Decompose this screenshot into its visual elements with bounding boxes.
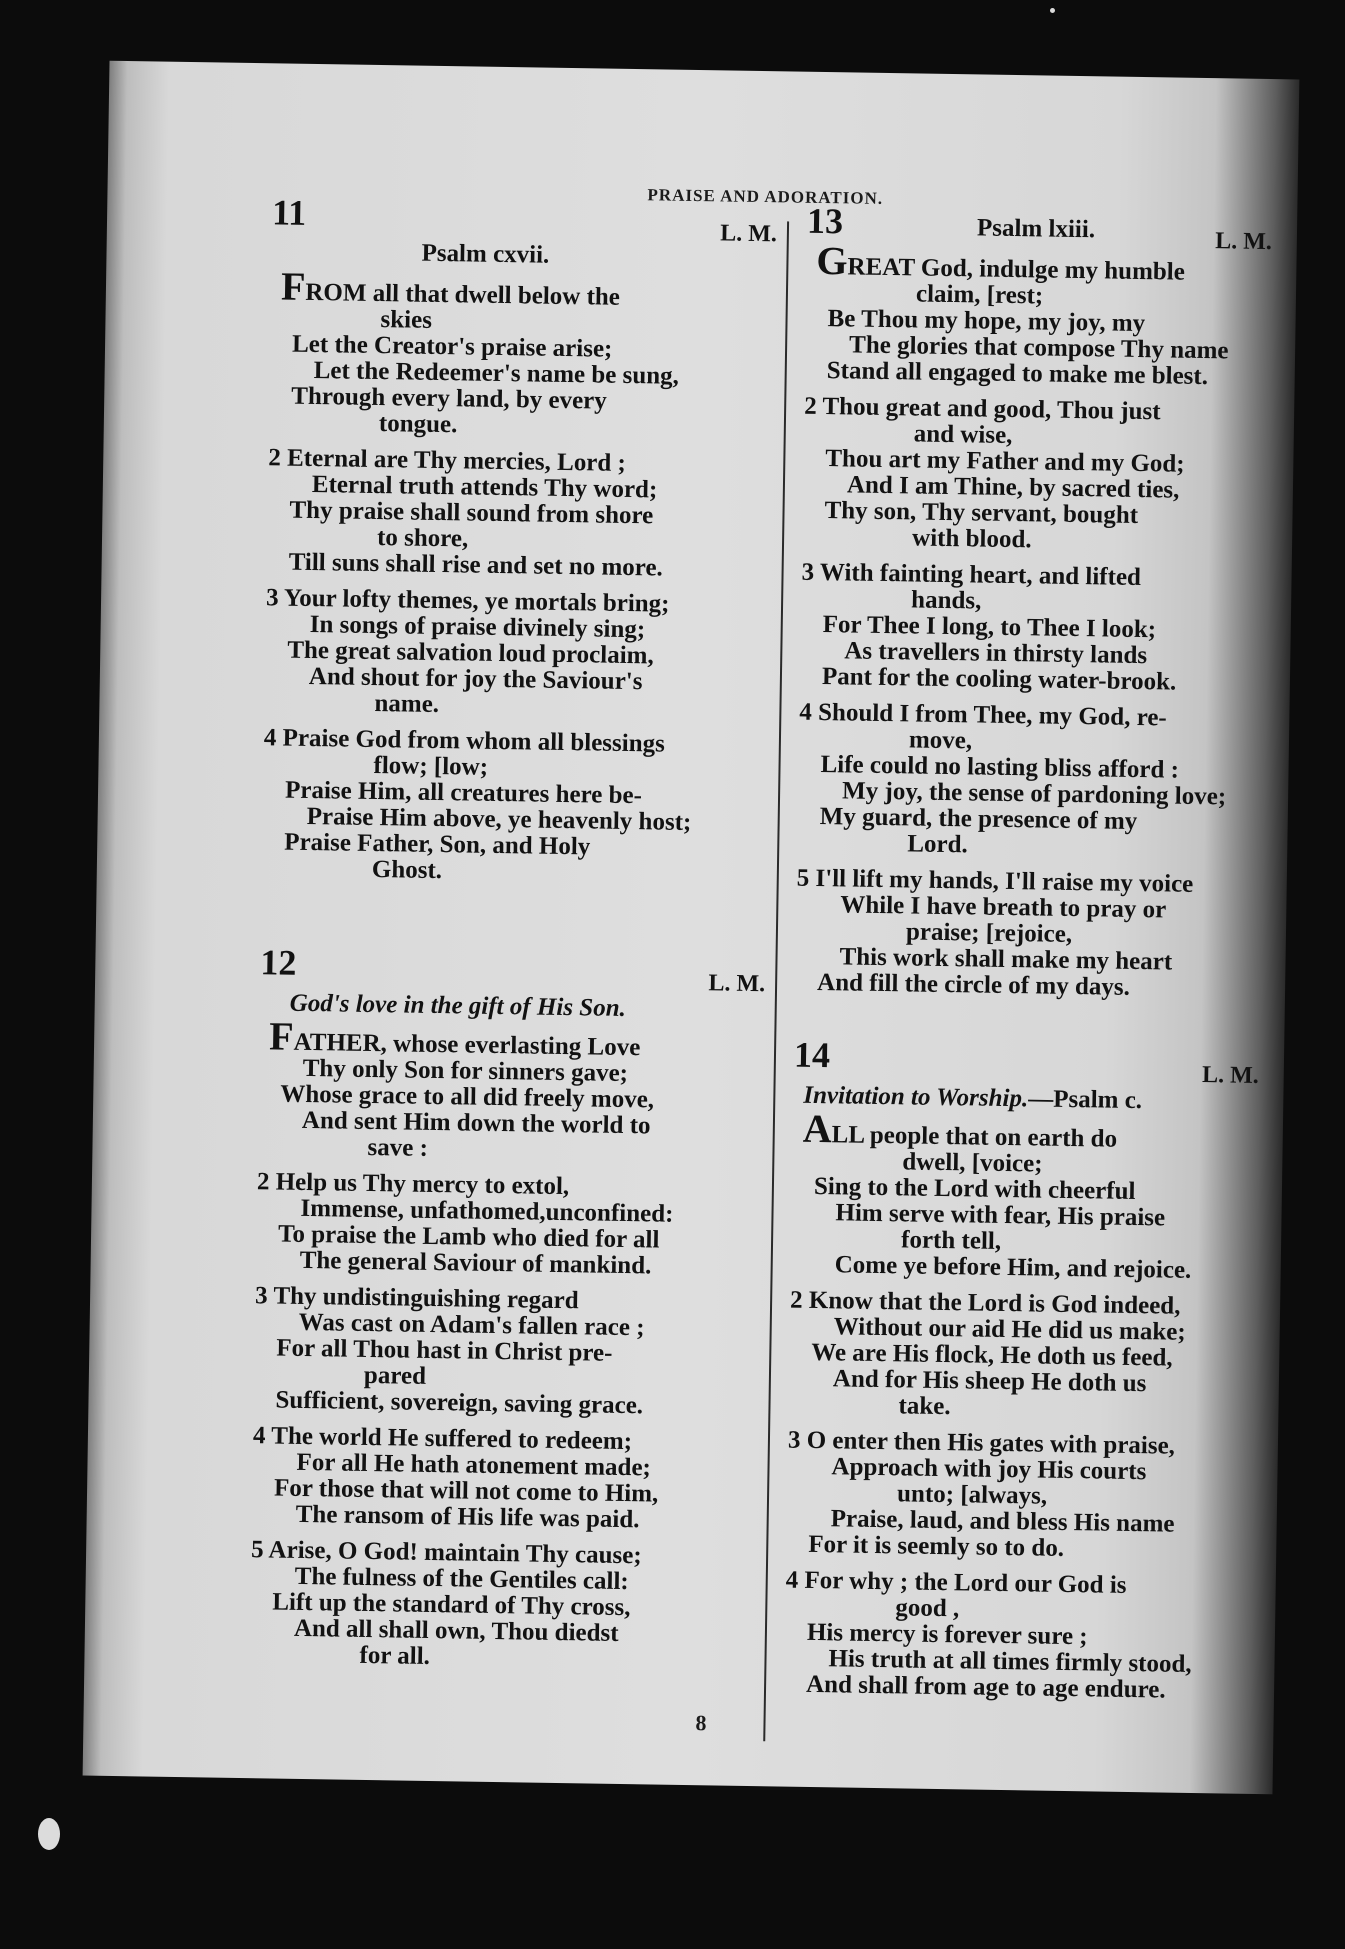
verse-line: name. bbox=[374, 690, 440, 719]
verse-line: and wise, bbox=[913, 420, 1013, 449]
verse-line: While I have breath to pray or bbox=[840, 891, 1167, 924]
verse-line-text: LL people that on earth do bbox=[831, 1121, 1118, 1153]
hymn-number: 14 bbox=[793, 1034, 831, 1076]
verse-line: My joy, the sense of pardoning love; bbox=[841, 777, 1227, 811]
hymn-psalm-ref: Psalm cxvii. bbox=[421, 239, 550, 269]
verse-line-text: ROM all that dwell below the bbox=[305, 278, 621, 311]
verse-line: 3 Thy undistinguishing regard bbox=[254, 1282, 579, 1315]
verse-line: Thy only Son for sinners gave; bbox=[302, 1054, 629, 1088]
verse-line: And fill the circle of my days. bbox=[816, 968, 1131, 1001]
verse-line: Let the Redeemer's name be sung, bbox=[313, 357, 680, 390]
verse-line: Praise Him above, ye heavenly host; bbox=[306, 802, 692, 836]
verse-line: Praise, laud, and bless His name bbox=[830, 1505, 1175, 1538]
verse-line: For Thee I long, to Thee I look; bbox=[822, 611, 1157, 644]
verses bbox=[262, 263, 776, 889]
verse-line: For all Thou hast in Christ pre- bbox=[276, 1334, 613, 1367]
verses bbox=[795, 237, 1272, 1003]
hymn-title bbox=[803, 1082, 1258, 1117]
verse-line: take. bbox=[898, 1392, 951, 1421]
hymn-12 bbox=[249, 941, 765, 1675]
scan-speck bbox=[1050, 8, 1055, 13]
drop-cap: G bbox=[816, 237, 848, 284]
verses bbox=[249, 1013, 764, 1675]
verse-line: 3 Your lofty themes, ye mortals bring; bbox=[265, 584, 670, 618]
hymn-title-text: Invitation to Worship. bbox=[803, 1081, 1029, 1113]
verse-line: Stand all engaged to make me blest. bbox=[826, 357, 1209, 391]
verse-line: Immense, unfathomed,unconfined: bbox=[300, 1194, 674, 1228]
verse-line: skies bbox=[380, 306, 433, 334]
drop-cap: F bbox=[268, 1013, 295, 1059]
verse-line: 2 Thou great and good, Thou just bbox=[803, 392, 1161, 426]
verse bbox=[249, 1537, 756, 1675]
verse-line: And shall from age to age endure. bbox=[805, 1670, 1166, 1704]
verse-line: And I am Thine, by sacred ties, bbox=[846, 471, 1180, 504]
verse bbox=[253, 1283, 760, 1421]
verse bbox=[257, 1013, 764, 1167]
verse bbox=[256, 1169, 763, 1281]
verse bbox=[802, 394, 1269, 557]
verse-line: Through every land, by every bbox=[291, 382, 607, 415]
verse-line-text: ATHER, whose everlasting Love bbox=[293, 1028, 641, 1062]
verse-line: Let the Creator's praise arise; bbox=[291, 330, 613, 363]
verse-line: Approach with joy His courts bbox=[831, 1453, 1147, 1486]
verse-line: Without our aid He did us make; bbox=[833, 1313, 1186, 1346]
verse-line: 4 Praise God from whom all blessings bbox=[263, 724, 666, 758]
hymn-header bbox=[271, 191, 778, 248]
hymn-14 bbox=[784, 1034, 1259, 1705]
verse bbox=[252, 1423, 759, 1535]
verse bbox=[791, 1105, 1258, 1285]
verse-line-text: REAT God, indulge my humble bbox=[847, 253, 1186, 286]
verse-line: His mercy is forever sure ; bbox=[806, 1618, 1088, 1651]
verse-line: The glories that compose Thy name bbox=[848, 331, 1229, 365]
verse-line: unto; [always, bbox=[896, 1480, 1048, 1510]
verse-line: This work shall make my heart bbox=[839, 943, 1173, 976]
verse-line: Life could no lasting bliss afford : bbox=[820, 751, 1180, 784]
verse bbox=[788, 1288, 1255, 1425]
verse-line: pared bbox=[363, 1361, 427, 1390]
verse-line: Praise Him, all creatures here be- bbox=[284, 776, 643, 810]
verse-line: Sing to the Lord with cheerful bbox=[813, 1172, 1136, 1206]
verse-line: good , bbox=[895, 1594, 960, 1623]
verse-line: Thy son, Thy servant, bought bbox=[824, 497, 1139, 529]
verse-line: Thy praise shall sound from shore bbox=[289, 496, 654, 530]
verse-line: Come ye before Him, and rejoice. bbox=[834, 1251, 1192, 1284]
verse-line: Sufficient, sovereign, saving grace. bbox=[275, 1386, 644, 1420]
verse bbox=[795, 866, 1262, 1003]
scan-speck bbox=[38, 1818, 60, 1850]
verse-line: 4 The world He suffered to redeem; bbox=[252, 1422, 633, 1456]
verse-line: Till suns shall rise and set no more. bbox=[288, 548, 664, 582]
hymn-header bbox=[806, 200, 1273, 256]
verse-line: Praise Father, Son, and Holy bbox=[284, 828, 591, 861]
verse-line: In songs of praise divinely sing; bbox=[309, 610, 646, 644]
verse-line: forth tell, bbox=[900, 1226, 1002, 1255]
verse-line: 5 I'll lift my hands, I'll raise my voice bbox=[796, 864, 1194, 898]
verse-line: And all shall own, Thou diedst bbox=[293, 1614, 619, 1647]
hymn-13 bbox=[795, 200, 1272, 1003]
drop-cap: A bbox=[802, 1105, 833, 1152]
verse-line: For it is seemly so to do. bbox=[808, 1530, 1065, 1562]
verse-line: flow; [low; bbox=[373, 751, 489, 781]
verse-line: 4 Should I from Thee, my God, re- bbox=[799, 698, 1167, 732]
verse-line: The fulness of the Gentiles call: bbox=[294, 1562, 629, 1596]
verse-line: As travellers in thirsty lands bbox=[844, 637, 1148, 670]
verse-line: The general Saviour of mankind. bbox=[299, 1246, 652, 1280]
verse-line: 5 Arise, O God! maintain Thy cause; bbox=[250, 1536, 642, 1570]
verse-line: 3 With fainting heart, and lifted bbox=[801, 558, 1142, 592]
verse-line: Eternal truth attends Thy word; bbox=[311, 470, 658, 504]
hymn-number: 13 bbox=[806, 200, 844, 242]
verse-line: Lord. bbox=[907, 830, 968, 859]
hymn-header bbox=[793, 1034, 1260, 1089]
verse-line: Ghost. bbox=[371, 855, 443, 885]
verse-line: claim, [rest; bbox=[915, 280, 1044, 310]
verse-line: dwell, [voice; bbox=[902, 1148, 1043, 1178]
verse-line: Was cast on Adam's fallen race ; bbox=[298, 1308, 645, 1342]
verse-line: 3 O enter then His gates with praise, bbox=[787, 1426, 1176, 1460]
verse-line: tongue. bbox=[378, 410, 458, 439]
verse bbox=[800, 560, 1267, 697]
verse-line: 4 For why ; the Lord our God is bbox=[785, 1566, 1127, 1599]
hymn-psalm-ref: —Psalm c. bbox=[1027, 1085, 1143, 1115]
left-column bbox=[249, 191, 778, 1713]
verse-line: His truth at all times firmly stood, bbox=[828, 1645, 1192, 1678]
hymn-meter: L. M. bbox=[1201, 1062, 1259, 1089]
verse-line: And shout for joy the Saviour's bbox=[308, 662, 643, 696]
verse-line: For those that will not come to Him, bbox=[273, 1474, 659, 1508]
verse-line: Be Thou my hope, my joy, my bbox=[827, 305, 1146, 338]
verse-line: move, bbox=[908, 726, 973, 755]
verse bbox=[264, 585, 771, 723]
verse-line: to shore, bbox=[376, 524, 469, 553]
hymn-psalm-ref: Psalm lxiii. bbox=[976, 214, 1096, 244]
verse-line: And for His sheep He doth us bbox=[832, 1365, 1147, 1398]
hymn-meter: L. M. bbox=[1214, 228, 1273, 256]
verse-line: The ransom of His life was paid. bbox=[295, 1500, 640, 1534]
verse-line: 2 Eternal are Thy mercies, Lord ; bbox=[268, 444, 627, 477]
verse-line: 2 Help us Thy mercy to extol, bbox=[256, 1168, 570, 1201]
hymn-header bbox=[260, 941, 766, 998]
verse-line: Lift up the standard of Thy cross, bbox=[272, 1588, 631, 1622]
verse-line: And sent Him down the world to bbox=[301, 1106, 651, 1140]
hymn-number: 11 bbox=[271, 192, 307, 233]
verse bbox=[786, 1428, 1253, 1565]
verse-line: For all He hath atonement made; bbox=[296, 1448, 652, 1482]
verse bbox=[269, 263, 776, 443]
verse-line: Thou art my Father and my God; bbox=[825, 445, 1185, 478]
verse-line: hands, bbox=[910, 586, 982, 615]
verse-line: Him serve with fear, His praise bbox=[835, 1199, 1166, 1232]
verse-line: for all. bbox=[359, 1641, 431, 1670]
verse-line: 2 Know that the Lord is God indeed, bbox=[789, 1286, 1181, 1320]
hymn-title: God's love in the gift of His Son. bbox=[289, 989, 627, 1022]
verse bbox=[797, 700, 1264, 863]
verse-line: The great salvation loud proclaim, bbox=[287, 636, 654, 670]
hymn-meter: L. M. bbox=[720, 220, 778, 248]
hymn-11 bbox=[262, 191, 778, 889]
verse bbox=[262, 725, 769, 889]
verse bbox=[266, 445, 773, 583]
hymn-meter: L. M. bbox=[708, 970, 766, 998]
running-header: PRAISE AND ADORATION. bbox=[647, 185, 884, 208]
verse-line: Whose grace to all did freely move, bbox=[280, 1080, 655, 1114]
verse-line: Pant for the cooling water-brook. bbox=[821, 663, 1177, 696]
book-page bbox=[83, 61, 1300, 1794]
right-column bbox=[783, 200, 1273, 1743]
verse-line: with blood. bbox=[911, 524, 1032, 554]
hymn-number: 12 bbox=[260, 942, 297, 983]
page-number: 8 bbox=[695, 1710, 707, 1736]
verse-line: We are His flock, He doth us feed, bbox=[811, 1338, 1173, 1372]
verse-line: praise; [rejoice, bbox=[905, 918, 1073, 948]
verse bbox=[784, 1568, 1251, 1705]
verse-line: To praise the Lamb who died for all bbox=[277, 1220, 660, 1254]
drop-cap: F bbox=[280, 263, 306, 309]
verses bbox=[784, 1105, 1258, 1705]
verse-line: My guard, the presence of my bbox=[819, 803, 1138, 835]
verse-line: save : bbox=[367, 1133, 429, 1162]
